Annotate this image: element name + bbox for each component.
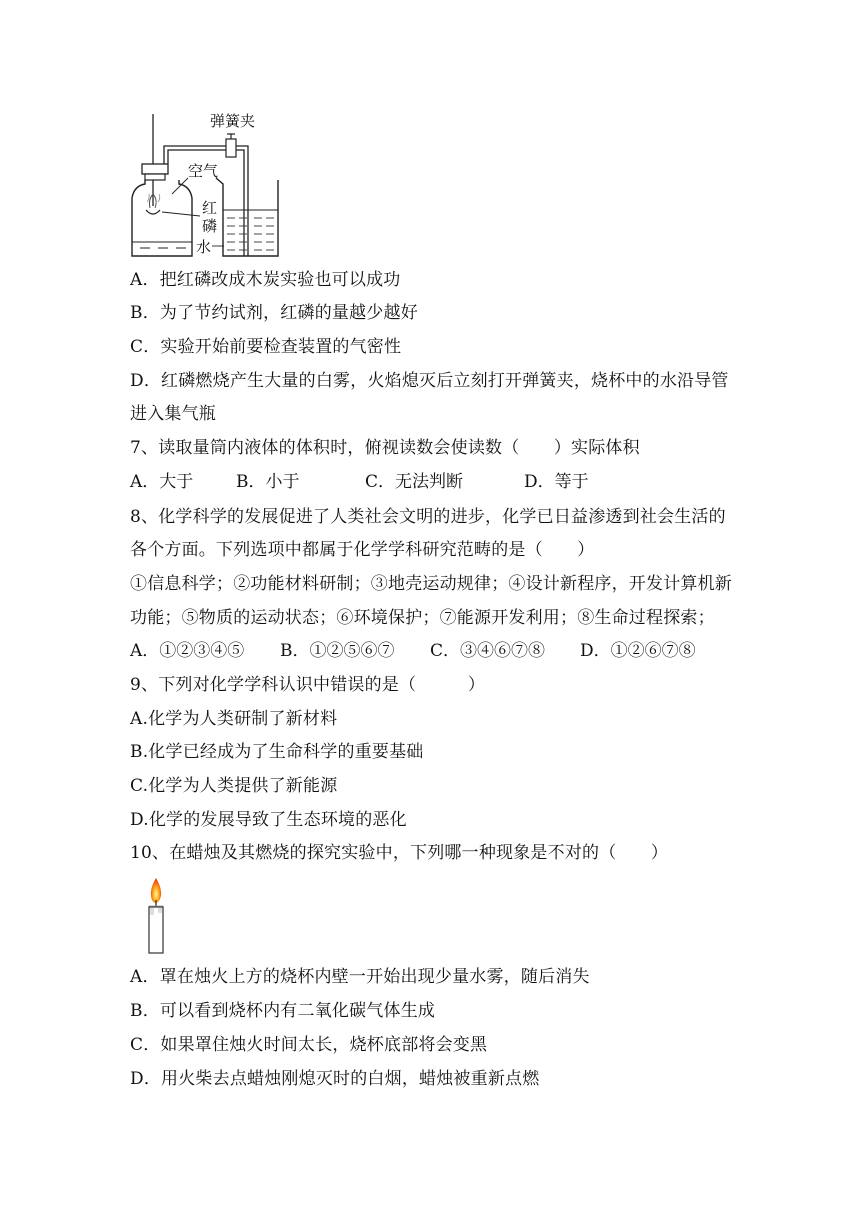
q6-option-d-continued: 进入集气瓶: [130, 404, 216, 424]
beaker: [216, 178, 278, 256]
apparatus-figure: [126, 106, 286, 262]
candle-flame: [151, 878, 161, 903]
q6-option-c: C．实验开始前要检查装置的气密性: [130, 337, 402, 357]
q7-option-b: B．小于: [236, 472, 300, 492]
q8-option-a: A．①②③④⑤: [130, 641, 245, 661]
q9-option-c: C.化学为人类提供了新能源: [130, 776, 338, 796]
q8-stem-line-2: 各个方面。下列选项中都属于化学学科研究范畴的是（ ）: [130, 540, 595, 560]
candle-figure: [140, 876, 174, 956]
q8-option-c: C．③④⑥⑦⑧: [430, 641, 546, 661]
phosphorus-label: 磷: [202, 217, 218, 235]
q6-option-d: D．红磷燃烧产生大量的白雾，火焰熄灭后立刻打开弹簧夹，烧杯中的水沿导管: [130, 371, 729, 391]
q6-option-b: B．为了节约试剂，红磷的量越少越好: [130, 303, 418, 323]
q8-option-b: B．①②⑤⑥⑦: [280, 641, 395, 661]
q10-option-c: C．如果罩住烛火时间太长，烧杯底部将会变黑: [130, 1035, 488, 1055]
gas-bottle: [132, 180, 192, 256]
q8-stem-line-4: 功能；⑤物质的运动状态；⑥环境保护；⑦能源开发利用；⑧生命过程探索；: [130, 608, 715, 628]
q9-option-a: A.化学为人类研制了新材料: [130, 709, 338, 729]
q6-option-a: A．把红磷改成木炭实验也可以成功: [130, 270, 401, 290]
q8-option-d: D．①②⑥⑦⑧: [580, 641, 696, 661]
red-label: 红: [202, 199, 218, 217]
q7-option-a: A．大于: [130, 472, 194, 492]
q8-stem-line-3: ①信息科学；②功能材料研制；③地壳运动规律；④设计新程序，开发计算机新: [130, 574, 732, 594]
stopper: [142, 164, 168, 174]
q7-option-d: D．等于: [524, 472, 589, 492]
q10-option-b: B．可以看到烧杯内有二氧化碳气体生成: [130, 1001, 436, 1021]
water-label: 水: [196, 238, 212, 256]
q9-option-d: D.化学的发展导致了生态环境的恶化: [130, 810, 407, 830]
q10-option-d: D．用火柴去点蜡烛刚熄灭时的白烟，蜡烛被重新点燃: [130, 1069, 540, 1089]
q9-stem: 9、下列对化学学科认识中错误的是（ ）: [130, 675, 486, 695]
q7-option-c: C．无法判断: [365, 472, 464, 492]
spring-clip-label: 弹簧夹: [210, 112, 256, 130]
q8-stem-line-1: 8、化学科学的发展促进了人类社会文明的进步，化学已日益渗透到社会生活的: [130, 507, 726, 527]
q7-stem: 7、读取量筒内液体的体积时，俯视读数会使读数（ ）实际体积: [130, 438, 640, 458]
air-label: 空气: [188, 162, 219, 180]
spring-clip: [226, 139, 236, 157]
q9-option-b: B.化学已经成为了生命科学的重要基础: [130, 742, 424, 762]
q10-stem: 10、在蜡烛及其燃烧的探究实验中，下列哪一种现象是不对的（ ）: [130, 843, 669, 863]
q10-option-a: A．罩在烛火上方的烧杯内壁一开始出现少量水雾，随后消失: [130, 967, 590, 987]
